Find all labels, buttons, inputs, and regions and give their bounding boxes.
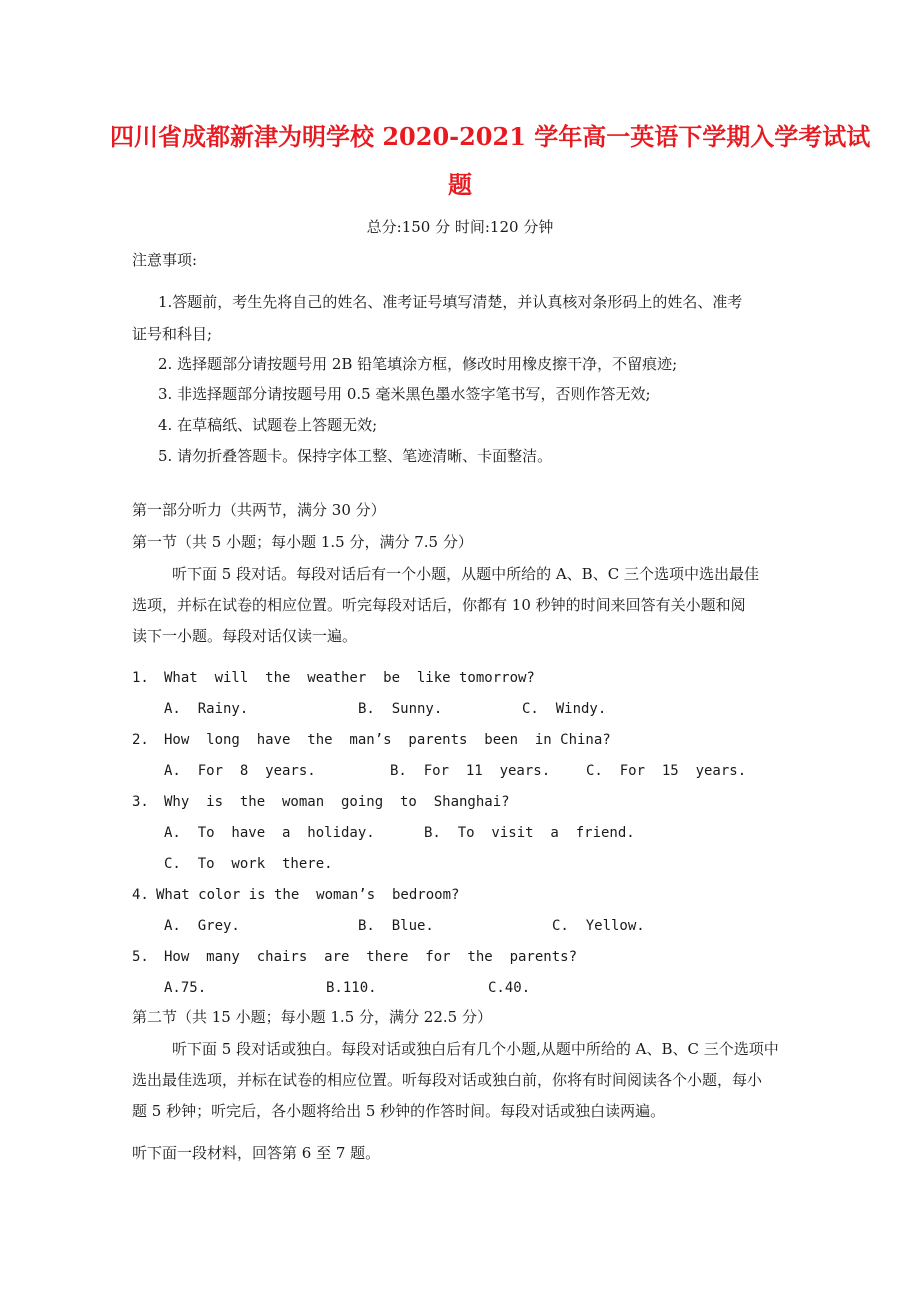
question-5-option-a: A.75.	[164, 980, 207, 996]
question-5-option-b: B.110.	[326, 980, 377, 996]
section1-instruction-line2: 选项，并标在试卷的相应位置。听完每段对话后，你都有 10 秒钟的时间来回答有关小题和阅	[132, 596, 746, 614]
question-4-text: What color is the woman’s bedroom?	[156, 887, 460, 903]
question-4-number: 4.	[132, 887, 149, 903]
question-4-option-a: A. Grey.	[164, 918, 240, 934]
question-1-option-c: C. Windy.	[522, 701, 607, 717]
question-3-option-c: C. To work there.	[164, 856, 333, 872]
question-4-option-c: C. Yellow.	[552, 918, 645, 934]
question-5-number: 5.	[132, 949, 149, 965]
note-item-2: 2. 选择题部分请按题号用 2B 铅笔填涂方框，修改时用橡皮擦干净，不留痕迹;	[158, 355, 678, 373]
question-1-text: What will the weather be like tomorrow?	[164, 670, 535, 686]
section2-instruction-line1: 听下面 5 段对话或独白。每段对话或独白后有几个小题,从题中所给的 A、B、C 三个选项中	[172, 1040, 779, 1058]
part1-heading: 第一部分听力（共两节，满分 30 分）	[132, 501, 386, 519]
section1-instruction-line1: 听下面 5 段对话。每段对话后有一个小题，从题中所给的 A、B、C 三个选项中选出最佳	[172, 565, 759, 583]
material-intro: 听下面一段材料，回答第 6 至 7 题。	[132, 1144, 381, 1162]
question-3-text: Why is the woman going to Shanghai?	[164, 794, 510, 810]
document-title-line1: 四川省成都新津为明学校 2020-2021 学年高一英语下学期入学考试试	[110, 122, 871, 151]
section2-heading: 第二节（共 15 小题；每小题 1.5 分，满分 22.5 分）	[132, 1008, 492, 1026]
note-item-1-line1: 1.答题前，考生先将自己的姓名、准考证号填写清楚，并认真核对条形码上的姓名、准考	[158, 293, 743, 311]
notes-heading: 注意事项:	[132, 251, 198, 269]
note-item-4: 4. 在草稿纸、试题卷上答题无效;	[158, 416, 378, 434]
question-2-text: How long have the man’s parents been in China?	[164, 732, 611, 748]
note-item-5: 5. 请勿折叠答题卡。保持字体工整、笔迹清晰、卡面整洁。	[158, 447, 553, 465]
question-2-option-c: C. For 15 years.	[586, 763, 747, 779]
question-3-option-a: A. To have a holiday.	[164, 825, 375, 841]
question-2-number: 2.	[132, 732, 149, 748]
question-5-option-c: C.40.	[488, 980, 531, 996]
question-4-option-b: B. Blue.	[358, 918, 434, 934]
question-2-option-b: B. For 11 years.	[390, 763, 551, 779]
section1-heading: 第一节（共 5 小题；每小题 1.5 分，满分 7.5 分）	[132, 533, 473, 551]
document-title-line2: 题	[448, 170, 472, 199]
section1-instruction-line3: 读下一小题。每段对话仅读一遍。	[132, 627, 358, 645]
section2-instruction-line3: 题 5 秒钟；听完后，各小题将给出 5 秒钟的作答时间。每段对话或独白读两遍。	[132, 1102, 666, 1120]
question-3-option-b: B. To visit a friend.	[424, 825, 635, 841]
section2-instruction-line2: 选出最佳选项，并标在试卷的相应位置。听每段对话或独白前，你将有时间阅读各个小题，每小	[132, 1071, 763, 1089]
exam-info: 总分:150 分 时间:120 分钟	[366, 218, 554, 236]
question-3-number: 3.	[132, 794, 149, 810]
note-item-1-line2: 证号和科目;	[132, 325, 213, 343]
question-5-text: How many chairs are there for the parents?	[164, 949, 578, 965]
note-item-3: 3. 非选择题部分请按题号用 0.5 毫米黑色墨水签字笔书写，否则作答无效;	[158, 385, 651, 403]
question-1-number: 1.	[132, 670, 149, 686]
question-2-option-a: A. For 8 years.	[164, 763, 316, 779]
question-1-option-a: A. Rainy.	[164, 701, 249, 717]
question-1-option-b: B. Sunny.	[358, 701, 443, 717]
